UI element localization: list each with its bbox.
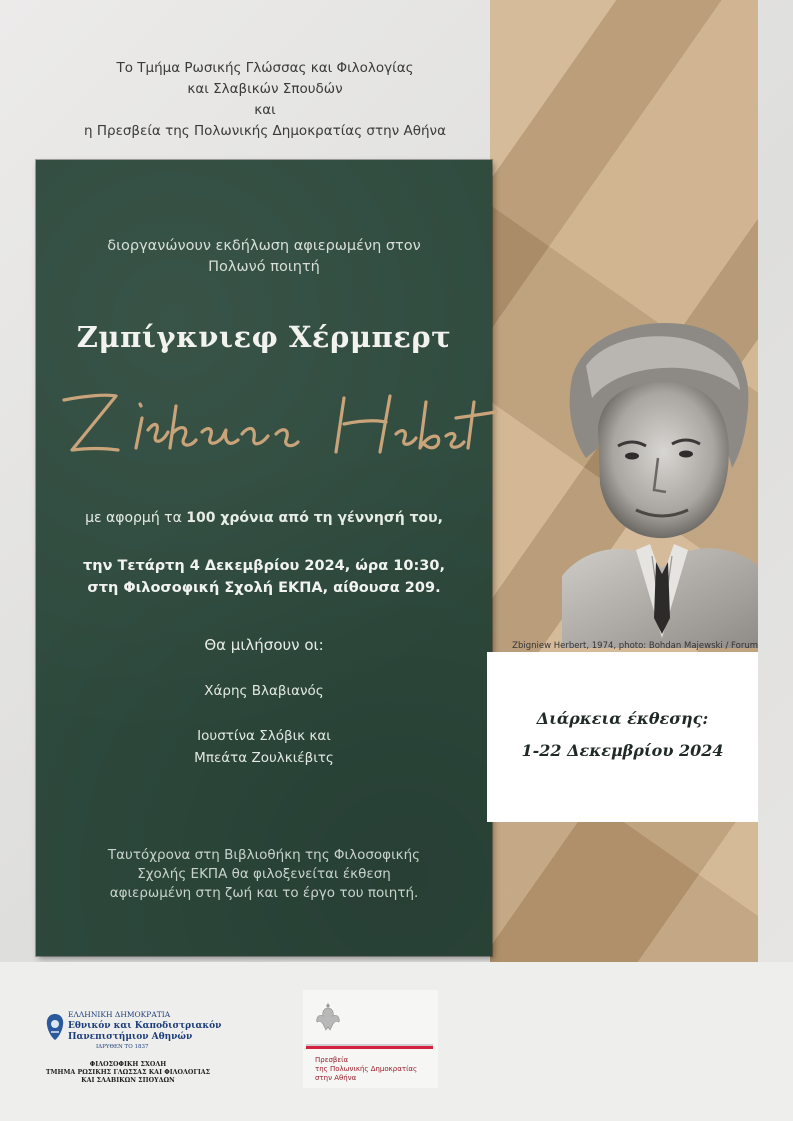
exhibition-dates: 1-22 Δεκεμβρίου 2024: [521, 741, 724, 760]
exhibition-note-line-2: Σχολής ΕΚΠΑ θα φιλοξενείται έκθεση: [137, 866, 391, 882]
university-line-1: ΕΛΛΗΝΙΚΗ ΔΗΜΟΚΡΑΤΙΑ: [68, 1010, 171, 1019]
polish-eagle-icon: [314, 1000, 342, 1034]
occasion-line: [36, 510, 492, 526]
exhibition-note-line-1: Ταυτόχρονα στη Βιβλιοθήκη της Φιλοσοφικής: [107, 847, 421, 863]
department-name-1: ΤΜΗΜΑ ΡΩΣΙΚΗΣ ΓΛΩΣΣΑΣ ΚΑΙ ΦΙΛΟΛΟΓΙΑΣ: [45, 1069, 211, 1076]
university-crest-icon: [44, 1012, 66, 1042]
poet-name-greek: Ζμπίγκνιεφ Χέρμπερτ: [76, 320, 452, 354]
exhibition-duration-box: [487, 652, 758, 822]
university-line-3: Πανεπιστήμιον Αθηνών: [68, 1032, 193, 1042]
embassy-line-2: της Πολωνικής Δημοκρατίας: [315, 1065, 418, 1073]
exhibition-note-line-3: αφιερωμένη στη ζωή και το έργο του ποιητή.: [109, 885, 419, 901]
organizers-header: [40, 58, 490, 142]
occasion-prefix: με αφορμή τα: [85, 510, 187, 526]
header-line-2: και Σλαβικών Σπουδών: [187, 81, 343, 97]
intro-line-1: διοργανώνουν εκδήλωση αφιερωμένη στον: [107, 238, 421, 254]
embassy-line-1: Πρεσβεία: [315, 1056, 349, 1064]
chalkboard-panel: [36, 160, 492, 956]
faculty-name: ΦΙΛΟΣΟΦΙΚΗ ΣΧΟΛΗ: [89, 1061, 167, 1068]
intro-text: [36, 236, 492, 278]
university-founded: ΙΔΡΥΘΕΝ ΤΟ 1837: [96, 1044, 149, 1050]
exhibition-note: [36, 846, 492, 903]
photo-caption: Zbigniew Herbert, 1974, photo: Bohdan Majewski / Forum: [512, 641, 758, 651]
intro-line-2: Πολωνό ποιητή: [208, 259, 320, 275]
university-line-2: Εθνικόν και Καποδιστριακόν: [68, 1021, 222, 1031]
occasion-centenary: 100 χρόνια από τη γέννησή του,: [186, 510, 443, 526]
flag-red-stripe: [306, 1046, 433, 1049]
header-line-3: και: [254, 102, 276, 118]
speaker-1: Χάρης Βλαβιανός: [204, 683, 324, 699]
event-date-time: την Τετάρτη 4 Δεκεμβρίου 2024, ώρα 10:30,: [83, 558, 445, 574]
exhibition-duration-label: Διάρκεια έκθεσης:: [536, 709, 709, 728]
speakers-title: Θα μιλήσουν οι:: [204, 636, 324, 654]
embassy-line-3: στην Αθήνα: [315, 1074, 357, 1082]
speaker-3: Μπεάτα Ζουλκιέβιτς: [194, 750, 334, 766]
header-line-4: η Πρεσβεία της Πολωνικής Δημοκρατίας στην Αθήνα: [84, 123, 446, 139]
department-name-2: ΚΑΙ ΣΛΑΒΙΚΩΝ ΣΠΟΥΔΩΝ: [81, 1077, 175, 1084]
signature-image: [44, 378, 500, 468]
header-line-1: Το Τμήμα Ρωσικής Γλώσσας και Φιλολογίας: [116, 60, 414, 76]
poet-portrait-photo: [562, 318, 758, 648]
event-venue: στη Φιλοσοφική Σχολή ΕΚΠΑ, αίθουσα 209.: [87, 580, 441, 596]
speaker-2: Ιουστίνα Σλόβικ και: [197, 728, 331, 744]
